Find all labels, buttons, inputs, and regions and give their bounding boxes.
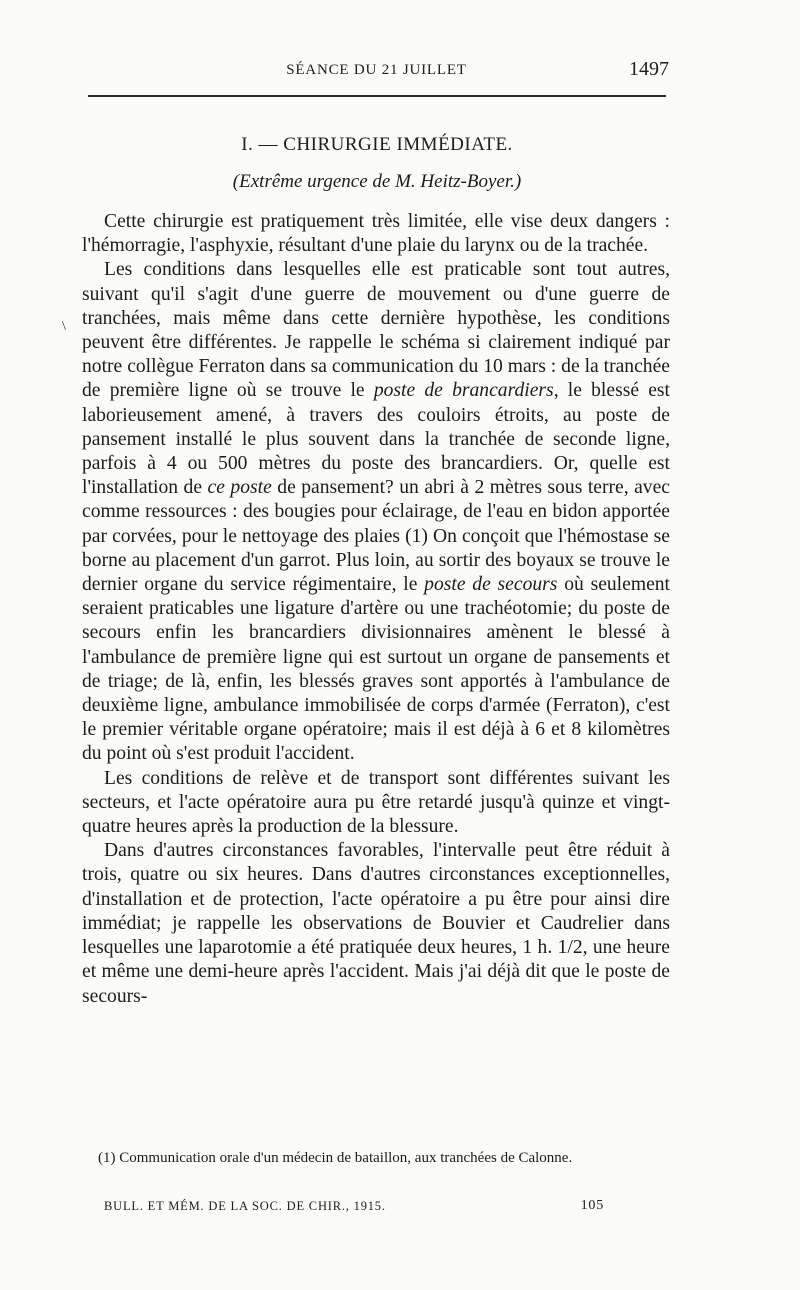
running-head-title: SÉANCE DU 21 JUILLET [286,62,467,78]
paragraph-2-part-a: Les conditions dans lesquelles elle est praticable sont tout autres, suivant qu'il s'agit d'une guerre de mouvement ou d'une guerre de tranchées, mais même dans cette dernière hypothèse, les conditions peuvent être différentes. Je rappelle le schéma si clairement indiqué par notre collègue Ferraton dans sa communication du 10 mars : de la tranchée de première ligne où se trouve le [82,259,670,402]
paragraph-1: Cette chirurgie est pratiquement très limitée, elle vise deux dangers : l'hémorragie, l'asphyxie, résultant d'une plaie du larynx ou de la trachée. [82,211,670,257]
emphasis-poste-de-brancardiers: poste de brancardiers [373,380,554,402]
margin-mark: \ [62,319,66,334]
emphasis-poste-de-secours: poste de secours [424,574,558,596]
running-head [84,58,669,84]
paragraph-2 [82,258,670,766]
section-title: I. — CHIRURGIE IMMÉDIATE. [241,134,513,155]
paragraph-2-part-d: où seulement seraient praticables une ligature d'artère ou une trachéotomie; du poste de secours enfin les brancardiers divisionnaires amènent le blessé à l'ambulance de première ligne qui est surtout un organe de pansements et de triage; de là, enfin, les blessés graves sont apportés à l'ambulance de deuxième ligne, ambulance immobilisée de corps d'armée (Ferraton), c'est le premier véritable organe opératoire; mais il est déjà à 6 et 8 kilomètres du point où s'est produit l'accident. [82,574,671,765]
page-footer [104,1199,634,1219]
header-rule [88,95,666,97]
footer-signature: 105 [580,1198,604,1213]
paragraph-4: Dans d'autres circonstances favorables, l'intervalle peut être réduit à trois, quatre ou six heures. Dans d'autres circonstances exceptionnelles, d'installation et de protection, l'acte opératoire a pu être pour ainsi dire immédiat; je rappelle les observations de Bouvier et Caudrelier dans lesquelles une laparotomie a été pratiquée deux heures, 1 h. 1/2, une heure et même une demi-heure après l'accident. Mais j'ai déjà dit que le poste de secours- [82,840,670,1007]
body-text [82,210,670,1009]
section-subtitle: (Extrême urgence de M. Heitz-Boyer.) [232,171,522,192]
paragraph-2-part-c: de pansement? un abri à 2 mètres sous terre, avec comme ressources : des bougies pour éclairage, de l'eau en bidon apportée par corvées, pour le nettoyage des plaies (1) On conçoit que l'hémostase se borne au placement d'un garrot. Plus loin, au sortir des boyaux se trouve le dernier organe du service régimentaire, le [82,477,670,596]
emphasis-ce-poste: ce poste [207,477,272,499]
paragraph-2-part-b: , le blessé est laborieusement amené, à travers des couloirs étroits, au poste de pansement installé le plus souvent dans la tranchée de seconde ligne, parfois à 4 ou 500 mètres du poste des brancardiers. Or, quelle est l'installation de [82,380,670,499]
paragraph-3: Les conditions de relève et de transport sont différentes suivant les secteurs, et l'acte opératoire aura pu être retardé jusqu'à quinze et vingt-quatre heures après la production de la blessure. [82,767,670,838]
footer-journal: BULL. ET MÉM. DE LA SOC. DE CHIR., 1915. [104,1199,386,1213]
page-number: 1497 [629,58,669,80]
footnote: (1) Communication orale d'un médecin de bataillon, aux tranchées de Calonne. [98,1150,573,1166]
